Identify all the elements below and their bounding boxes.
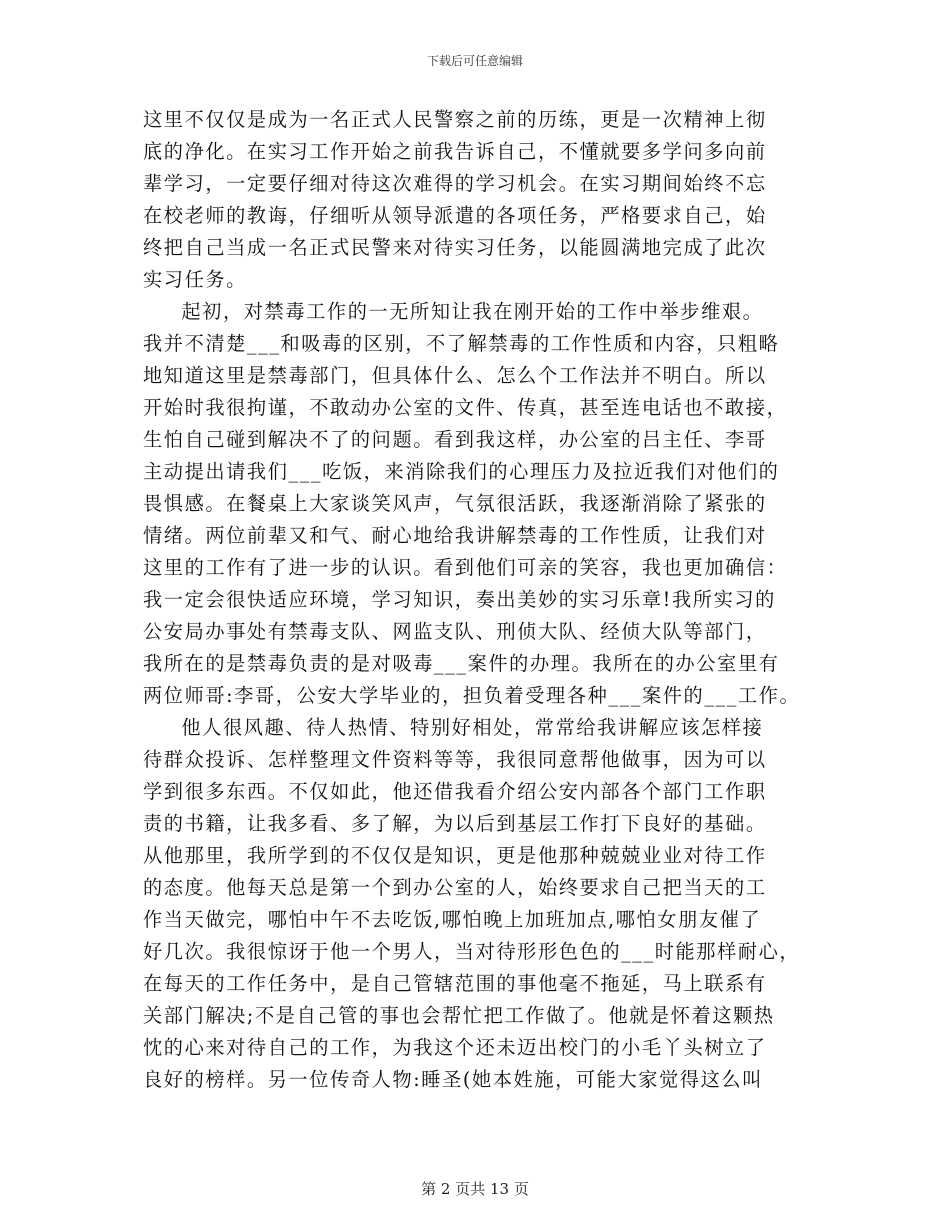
text-line: 我所在的是禁毒负责的是对吸毒___案件的办理。我所在的办公室里有 [143, 652, 780, 675]
text-line: 这里不仅仅是成为一名正式人民警察之前的历练，更是一次精神上彻 [143, 108, 767, 131]
text-line: 作当天做完，哪怕中午不去吃饭,哪怕晚上加班加点,哪怕女朋友催了 [143, 908, 762, 931]
text-line: 底的净化。在实习工作开始之前我告诉自己，不懂就要多学问多向前 [143, 140, 767, 163]
text-line: 实习任务。 [143, 268, 247, 291]
text-line: 两位师哥:李哥，公安大学毕业的，担负着受理各种___案件的___工作。 [143, 684, 801, 707]
text-line: 情绪。两位前辈又和气、耐心地给我讲解禁毒的工作性质，让我们对 [143, 524, 767, 547]
page-header: 下载后可任意编辑 [426, 54, 523, 68]
text-line: 这里的工作有了进一步的认识。看到他们可亲的笑容，我也更加确信： [143, 556, 788, 579]
text-line: 好几次。我很惊讶于他一个男人，当对待形形色色的___时能那样耐心， [143, 940, 801, 963]
text-line: 学到很多东西。不仅如此，他还借我看介绍公安内部各个部门工作职 [143, 780, 767, 803]
text-line: 我并不清楚___和吸毒的区别，不了解禁毒的工作性质和内容，只粗略 [143, 332, 780, 355]
text-line: 从他那里，我所学到的不仅仅是知识，更是他那种兢兢业业对待工作 [143, 844, 767, 867]
text-line: 主动提出请我们___吃饭，来消除我们的心理压力及拉近我们对他们的 [143, 460, 780, 483]
text-line: 责的书籍，让我多看、多了解，为以后到基层工作打下良好的基础。 [143, 812, 767, 835]
text-line: 地知道这里是禁毒部门，但具体什么、怎么个工作法并不明白。所以 [143, 364, 767, 387]
text-line: 良好的榜样。另一位传奇人物:睡圣(她本姓施，可能大家觉得这么叫 [143, 1068, 763, 1091]
text-line: 待群众投诉、怎样整理文件资料等等，我很同意帮他做事，因为可以 [143, 748, 767, 771]
text-line: 关部门解决;不是自己管的事也会帮忙把工作做了。他就是怀着这颗热 [143, 1004, 775, 1027]
text-line: 起初，对禁毒工作的一无所知让我在刚开始的工作中举步维艰。 [181, 300, 764, 323]
text-line: 忱的心来对待自己的工作，为我这个还未迈出校门的小毛丫头树立了 [143, 1036, 767, 1059]
text-line: 我一定会很快适应环境，学习知识，奏出美妙的实习乐章!我所实习的 [143, 588, 776, 611]
text-line: 在校老师的教诲，仔细听从领导派遣的各项任务，严格要求自己，始 [143, 204, 767, 227]
text-line: 生怕自己碰到解决不了的问题。看到我这样，办公室的吕主任、李哥 [143, 428, 767, 451]
text-line: 的态度。他每天总是第一个到办公室的人，始终要求自己把当天的工 [143, 876, 767, 899]
text-line: 辈学习，一定要仔细对待这次难得的学习机会。在实习期间始终不忘 [143, 172, 767, 195]
page-footer: 第 2 页共 13 页 [421, 1180, 529, 1198]
text-line: 开始时我很拘谨，不敢动办公室的文件、传真，甚至连电话也不敢接， [143, 396, 788, 419]
text-line: 畏惧感。在餐桌上大家谈笑风声，气氛很活跃，我逐渐消除了紧张的 [143, 492, 767, 515]
text-line: 公安局办事处有禁毒支队、网监支队、刑侦大队、经侦大队等部门， [143, 620, 767, 643]
text-line: 终把自己当成一名正式民警来对待实习任务，以能圆满地完成了此次 [143, 236, 767, 259]
document-body [143, 104, 823, 1096]
text-line: 在每天的工作任务中，是自己管辖范围的事他毫不拖延，马上联系有 [143, 972, 767, 995]
text-line: 他人很风趣、待人热情、特别好相处，常常给我讲解应该怎样接 [181, 716, 764, 739]
